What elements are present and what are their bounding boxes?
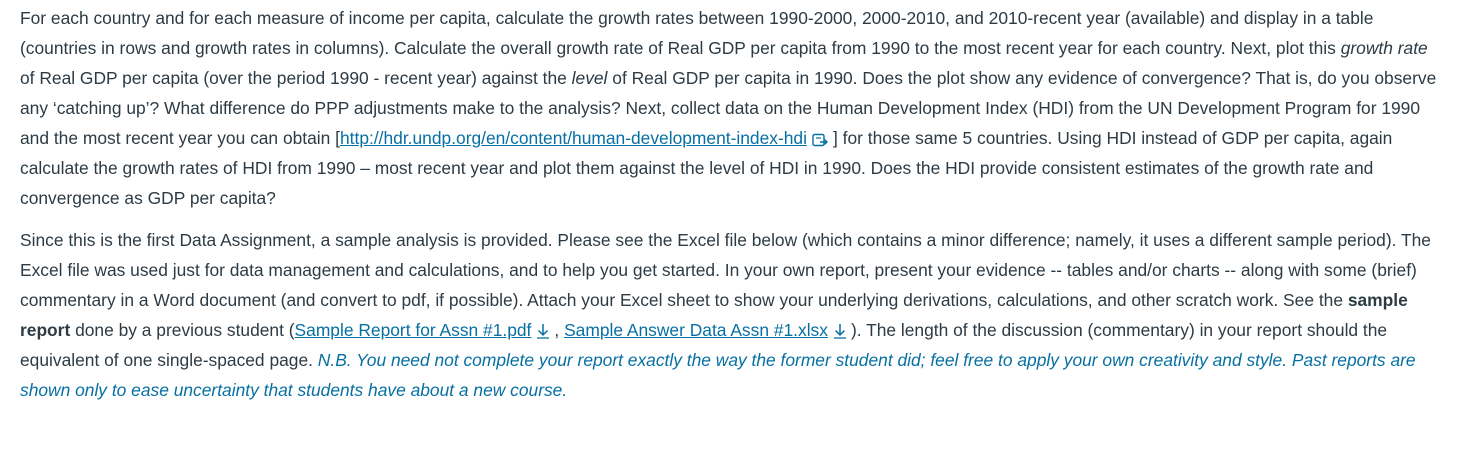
text-segment: Since this is the first Data Assignment, a sample analysis is provided. Please see the Excel file below (which contains a minor difference; namely, it uses a different sample period). The Excel file was used just for data management and calculations, and to help you get started. In your own report, present your evidence -- tables and/or charts -- along with some (brief) commentary in a Word document (and convert to pdf, if possible). Attach your Excel sheet to show your underlying derivations, calculations, and other scratch work. See the bbox=[20, 230, 1431, 310]
assignment-content bbox=[20, 3, 1440, 405]
external-link-icon[interactable] bbox=[812, 133, 829, 147]
text-segment: ] for those same 5 countries. Using HDI instead of GDP per capita, again calculate the growth rates of HDI from 1990 – most recent year and plot them against the level of HDI in 1990. Does the HDI provide consistent estimates of the growth rate and convergence as GDP per capita? bbox=[20, 128, 1393, 208]
sample-answer-xlsx-link[interactable]: Sample Answer Data Assn #1.xlsx bbox=[564, 320, 828, 340]
hdi-link[interactable]: http://hdr.undp.org/en/content/human-development-index-hdi bbox=[340, 128, 807, 148]
nb-note: N.B. You need not complete your report exactly the way the former student did; feel free to apply your own creativity and style. Past reports are shown only to ease uncertainty that students have about a new course. bbox=[20, 350, 1416, 400]
text-segment: of Real GDP per capita (over the period 1990 - recent year) against the bbox=[20, 68, 572, 88]
text-segment: ). The length of the discussion (commentary) in your report should the equivalent of one single-spaced page. bbox=[20, 320, 1388, 370]
download-icon[interactable] bbox=[833, 323, 847, 339]
emphasis-level: level bbox=[571, 68, 608, 88]
emphasis-growth-rate: growth rate bbox=[1340, 38, 1428, 58]
paragraph-sample-info bbox=[20, 225, 1440, 405]
text-segment: done by a previous student ( bbox=[70, 320, 295, 340]
sample-report-pdf-link[interactable]: Sample Report for Assn #1.pdf bbox=[294, 320, 532, 340]
download-icon[interactable] bbox=[536, 323, 550, 339]
text-segment: of Real GDP per capita in 1990. Does the plot show any evidence of convergence? That is, do you observe any ‘catching up’? What difference do PPP adjustments make to the analysis? Next, collect data on the Human Development Index (HDI) from the UN Development Program for 1990 and the most recent year you can obtain [ bbox=[20, 68, 1437, 148]
sample-report-bold: sample report bbox=[20, 290, 1408, 340]
text-segment: For each country and for each measure of income per capita, calculate the growth rates between 1990-2000, 2000-2010, and 2010-recent year (available) and display in a table (countries in rows and growth rates in columns). Calculate the overall growth rate of Real GDP per capita from 1990 to the most recent year for each country. Next, plot this bbox=[20, 8, 1374, 58]
text-separator: , bbox=[554, 320, 565, 340]
paragraph-instructions bbox=[20, 3, 1440, 213]
